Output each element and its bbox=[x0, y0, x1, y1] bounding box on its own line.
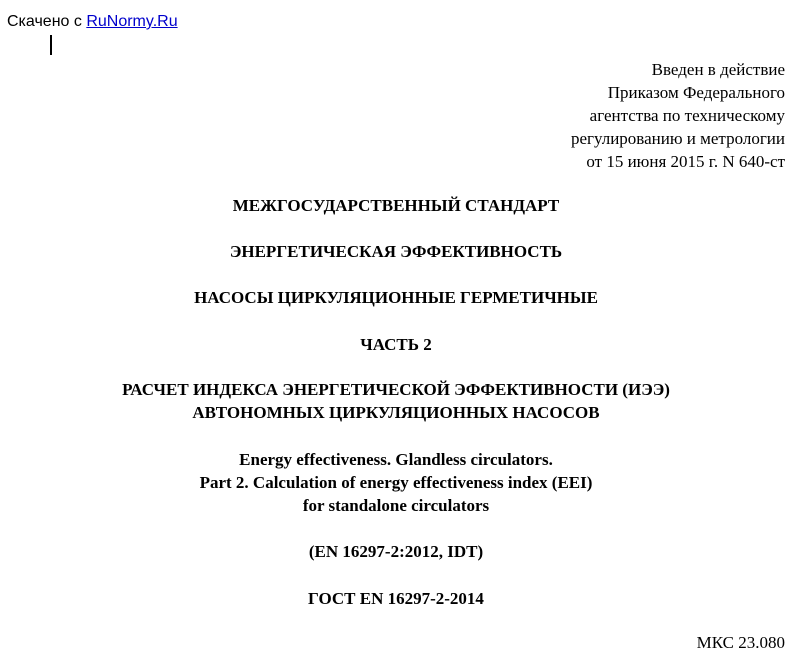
approval-notice bbox=[571, 58, 785, 173]
english-title bbox=[0, 448, 792, 517]
document-title-secondary: НАСОСЫ ЦИРКУЛЯЦИОННЫЕ ГЕРМЕТИЧНЫЕ bbox=[194, 288, 598, 307]
document-subtitle bbox=[0, 378, 792, 424]
english-title-line: Energy effectiveness. Glandless circulators. bbox=[239, 450, 553, 469]
english-title-line: for standalone circulators bbox=[302, 496, 490, 515]
runormy-link[interactable]: RuNormy.Ru bbox=[86, 13, 178, 30]
approval-line: регулированию и метрологии bbox=[570, 129, 785, 148]
document-part: ЧАСТЬ 2 bbox=[360, 335, 432, 354]
approval-line: Введен в действие bbox=[651, 60, 785, 79]
download-source-line bbox=[7, 12, 178, 32]
english-title-line: Part 2. Calculation of energy effectiveness index (EEI) bbox=[199, 473, 593, 492]
approval-line: от 15 июня 2015 г. N 640-ст bbox=[586, 152, 785, 171]
document-type: МЕЖГОСУДАРСТВЕННЫЙ СТАНДАРТ bbox=[232, 196, 560, 215]
document-title-primary: ЭНЕРГЕТИЧЕСКАЯ ЭФФЕКТИВНОСТЬ bbox=[229, 242, 563, 261]
text-cursor-icon bbox=[50, 35, 52, 55]
approval-line: агентства по техническому bbox=[589, 106, 785, 125]
subtitle-line: РАСЧЕТ ИНДЕКСА ЭНЕРГЕТИЧЕСКОЙ ЭФФЕКТИВНОСТИ (ИЭЭ) bbox=[122, 380, 670, 399]
approval-line: Приказом Федерального bbox=[607, 83, 785, 102]
standard-number: ГОСТ EN 16297-2-2014 bbox=[308, 589, 484, 608]
equivalence-note: (EN 16297-2:2012, IDT) bbox=[308, 542, 484, 561]
classifier-code: МКС 23.080 bbox=[696, 633, 785, 652]
download-prefix: Скачено с bbox=[7, 13, 87, 30]
subtitle-line: АВТОНОМНЫХ ЦИРКУЛЯЦИОННЫХ НАСОСОВ bbox=[192, 403, 600, 422]
